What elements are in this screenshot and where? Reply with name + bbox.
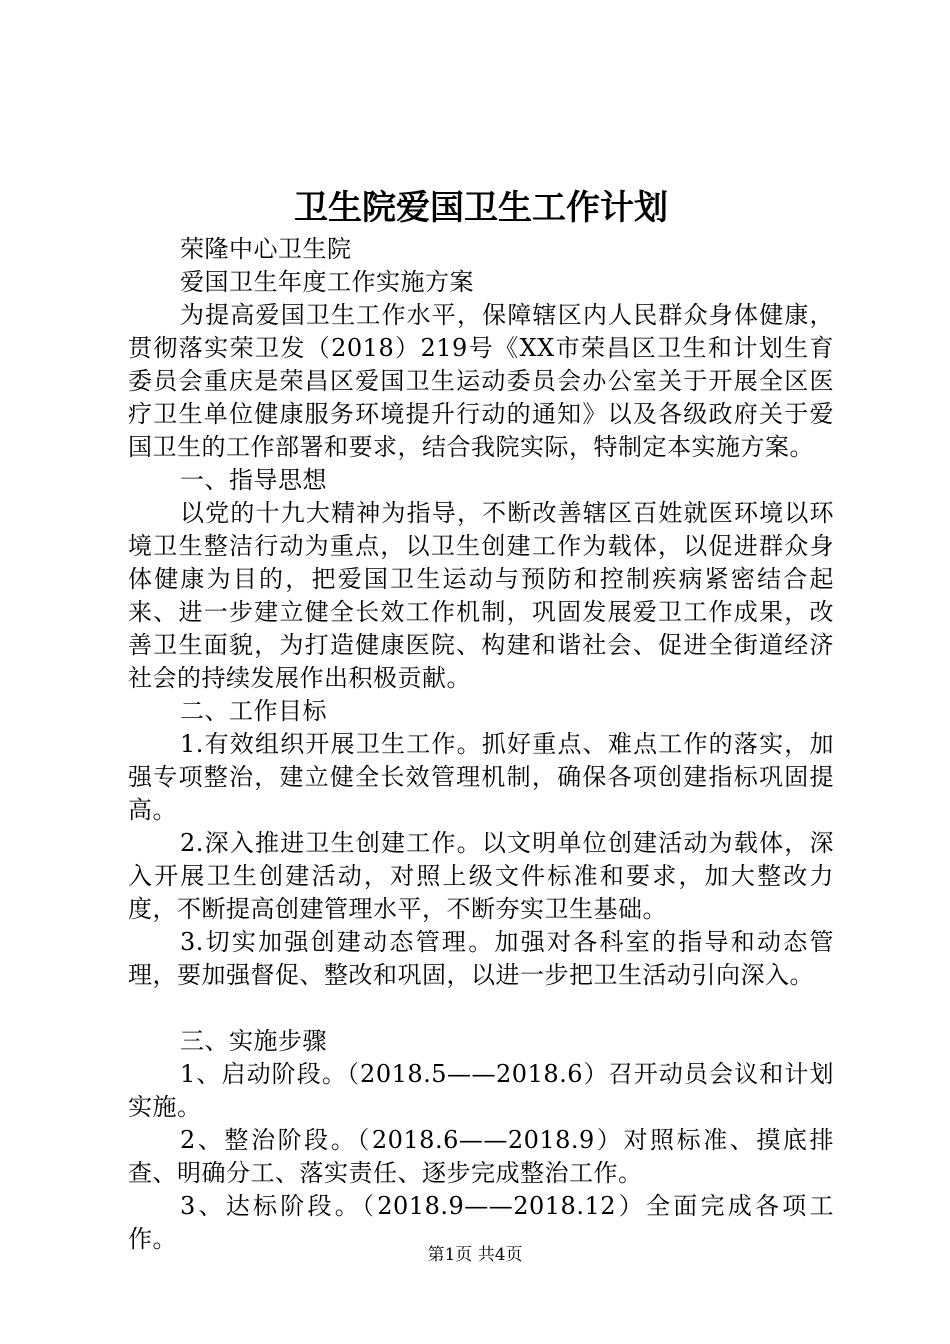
section-heading-work-goals: 二、工作目标 xyxy=(180,697,327,725)
org-name: 荣隆中心卫生院 xyxy=(180,235,352,263)
goal-item-1: 1.有效组织开展卫生工作。抓好重点、难点工作的落实，加强专项整治，建立健全长效管理机制，确保各项创建指标巩固提高。 xyxy=(128,730,834,824)
section-heading-implementation-steps: 三、实施步骤 xyxy=(180,1027,327,1055)
step-item-2: 2、整治阶段。（2018.6——2018.9）对照标准、摸底排查、明确分工、落实责任、逐步完成整治工作。 xyxy=(128,1126,834,1187)
step-item-3: 3、达标阶段。（2018.9——2018.12）全面完成各项工作。 xyxy=(128,1192,834,1253)
intro-paragraph: 为提高爱国卫生工作水平，保障辖区内人民群众身体健康，贯彻落实荣卫发（2018）219号《XX市荣昌区卫生和计划生育委员会重庆是荣昌区爱国卫生运动委员会办公室关于开展全区医疗卫生单位健康服务环境提升行动的通知》以及各级政府关于爱国卫生的工作部署和要求，结合我院实际，特制定本实施方案。 xyxy=(128,301,834,461)
guiding-ideology-paragraph: 以党的十九大精神为指导，不断改善辖区百姓就医环境以环境卫生整洁行动为重点，以卫生创建工作为载体，以促进群众身体健康为目的，把爱国卫生运动与预防和控制疾病紧密结合起来、进一步建立健全长效工作机制，巩固发展爱卫工作成果，改善卫生面貌，为打造健康医院、构建和谐社会、促进全街道经济社会的持续发展作出积极贡献。 xyxy=(128,499,834,692)
section-heading-guiding-ideology: 一、指导思想 xyxy=(180,466,327,494)
step-item-1: 1、启动阶段。（2018.5——2018.6）召开动员会议和计划实施。 xyxy=(128,1060,834,1121)
page-footer: 第1页 共4页 xyxy=(427,1245,523,1265)
document-title: 卫生院爱国卫生工作计划 xyxy=(294,188,668,228)
plan-subtitle: 爱国卫生年度工作实施方案 xyxy=(180,268,474,296)
goal-item-3: 3.切实加强创建动态管理。加强对各科室的指导和动态管理，要加强督促、整改和巩固，以进一步把卫生活动引向深入。 xyxy=(128,928,834,989)
document-body xyxy=(128,233,834,1256)
goal-item-2: 2.深入推进卫生创建工作。以文明单位创建活动为载体，深入开展卫生创建活动，对照上级文件标准和要求，加大整改力度，不断提高创建管理水平，不断夯实卫生基础。 xyxy=(128,829,834,923)
